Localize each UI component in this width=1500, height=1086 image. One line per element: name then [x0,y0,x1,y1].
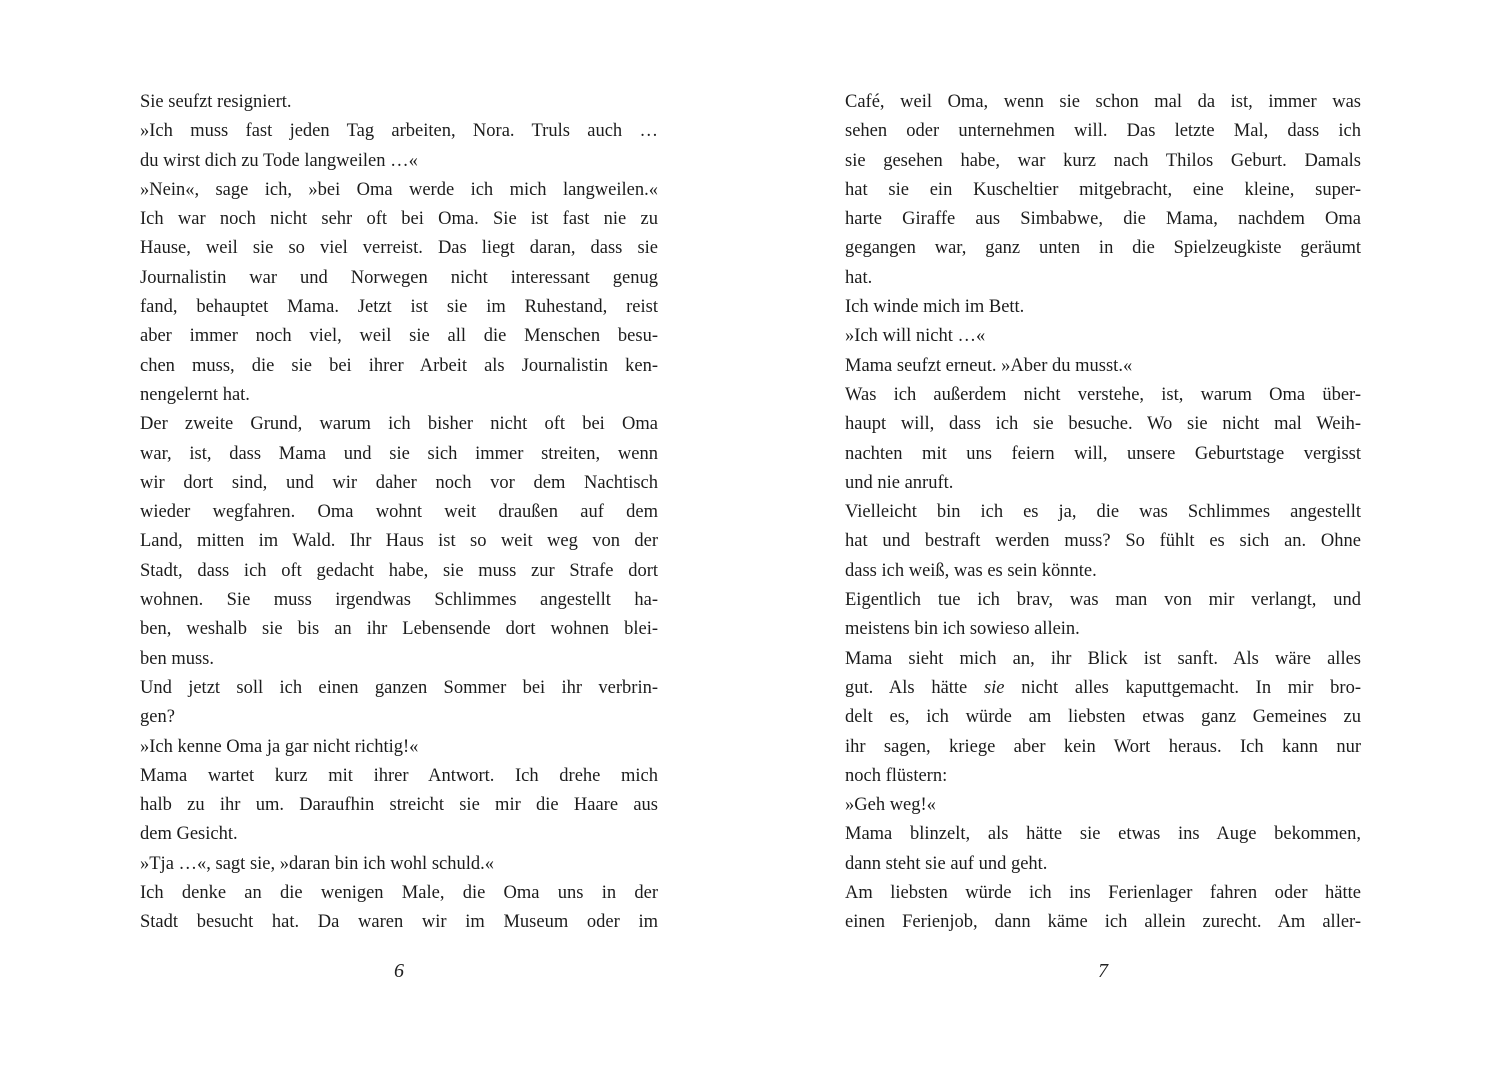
text-line: noch flüstern: [845,765,948,786]
text-line: gegangen war, ganz unten in die Spielzeugkiste geräumt [845,238,1361,259]
text-line: sehen oder unternehmen will. Das letzte Mal, dass ich [845,121,1361,142]
text-line: und nie anruft. [845,472,954,493]
text-line: aber immer noch viel, weil sie all die Menschen besu- [140,326,658,347]
page-right [845,88,1361,983]
text-line: Eigentlich tue ich brav, was man von mir verlangt, und [845,590,1361,611]
text-line: Der zweite Grund, warum ich bisher nicht oft bei Oma [140,414,658,435]
text-line: Ich denke an die wenigen Male, die Oma uns in der [140,883,658,904]
text-line: Und jetzt soll ich einen ganzen Sommer bei ihr verbrin- [140,677,658,698]
text-line: Hause, weil sie so viel verreist. Das liegt daran, dass sie [140,238,658,259]
page-left [140,88,658,983]
text-line: Vielleicht bin ich es ja, die was Schlimmes angestellt [845,502,1361,523]
text-line: chen muss, die sie bei ihrer Arbeit als Journalistin ken- [140,355,658,376]
text-line: halb zu ihr um. Daraufhin streicht sie mir die Haare aus [140,795,658,816]
text-line: Mama blinzelt, als hätte sie etwas ins Auge bekommen, [845,824,1361,845]
text-line: gen? [140,707,175,728]
text-line: Café, weil Oma, wenn sie schon mal da ist, immer was [845,92,1361,112]
text-line: Ich winde mich im Bett. [845,297,1025,318]
text-line: harte Giraffe aus Simbabwe, die Mama, nachdem Oma [845,209,1361,230]
text-line: wir dort sind, und wir daher noch vor dem Nachtisch [140,472,658,493]
text-line: hat sie ein Kuscheltier mitgebracht, eine kleine, super- [845,179,1361,200]
text-line: dem Gesicht. [140,824,238,845]
text-line: einen Ferienjob, dann käme ich allein zurecht. Am aller- [845,912,1361,933]
page-number: 7 [1098,959,1108,982]
text-line: Land, mitten im Wald. Ihr Haus ist so weit weg von der [140,531,658,552]
text-segment: nicht alles kaputtgemacht. In mir bro- [1004,677,1361,698]
text-line: dass ich weiß, was es sein könnte. [845,560,1097,581]
text-line: Mama wartet kurz mit ihrer Antwort. Ich drehe mich [140,765,658,786]
text-line: »Geh weg!« [845,795,936,816]
text-line: Am liebsten würde ich ins Ferienlager fahren oder hätte [845,883,1361,904]
emphasized-text: sie [983,677,1005,698]
text-line: hat und bestraft werden muss? So fühlt es sich an. Ohne [845,531,1361,552]
text-line: delt es, ich würde am liebsten etwas ganz Gemeines zu [845,707,1361,728]
text-line: Journalistin war und Norwegen nicht interessant genug [140,267,658,288]
text-line: »Ich will nicht …« [845,326,986,347]
text-line: haupt will, dass ich sie besuche. Wo sie nicht mal Weih- [845,414,1361,435]
text-line: fand, behauptet Mama. Jetzt ist sie im Ruhestand, reist [140,297,658,318]
text-line: wieder wegfahren. Oma wohnt weit draußen auf dem [140,502,658,523]
text-line: Sie seufzt resigniert. [140,92,292,112]
text-line: wohnen. Sie muss irgendwas Schlimmes angestellt ha- [140,590,658,611]
text-line: sie gesehen habe, war kurz nach Thilos Geburt. Damals [845,150,1361,171]
text-line: ben muss. [140,648,214,669]
text-line: Ich war noch nicht sehr oft bei Oma. Sie ist fast nie zu [140,209,658,230]
text-line: nachten mit uns feiern will, unsere Geburtstage vergisst [845,443,1361,464]
text-line: Mama seufzt erneut. »Aber du musst.« [845,355,1133,376]
text-block [845,88,1361,938]
text-line: ihr sagen, kriege aber kein Wort heraus. Ich kann nur [845,736,1361,757]
text-line: hat. [845,267,873,288]
text-line [845,674,1361,703]
text-line: meistens bin ich sowieso allein. [845,619,1080,640]
text-line: nengelernt hat. [140,384,250,405]
text-line: du wirst dich zu Tode langweilen …« [140,150,418,171]
page-number: 6 [394,959,404,982]
text-line: Was ich außerdem nicht verstehe, ist, warum Oma über- [845,384,1361,405]
text-line: dann steht sie auf und geht. [845,853,1048,874]
text-segment: gut. Als hätte [845,677,984,698]
text-line: »Nein«, sage ich, »bei Oma werde ich mich langweilen.« [140,179,658,200]
text-line: ben, weshalb sie bis an ihr Lebensende dort wohnen blei- [140,619,658,640]
text-block [140,88,658,938]
text-line: war, ist, dass Mama und sie sich immer streiten, wenn [140,443,658,464]
text-line: Stadt, dass ich oft gedacht habe, sie muss zur Strafe dort [140,560,658,581]
text-line: »Ich muss fast jeden Tag arbeiten, Nora. Truls auch … [140,121,658,142]
text-line: »Ich kenne Oma ja gar nicht richtig!« [140,736,419,757]
text-line: Mama sieht mich an, ihr Blick ist sanft. Als wäre alles [845,648,1361,669]
text-line: Stadt besucht hat. Da waren wir im Museum oder im [140,912,658,933]
text-line: »Tja …«, sagt sie, »daran bin ich wohl schuld.« [140,853,495,874]
